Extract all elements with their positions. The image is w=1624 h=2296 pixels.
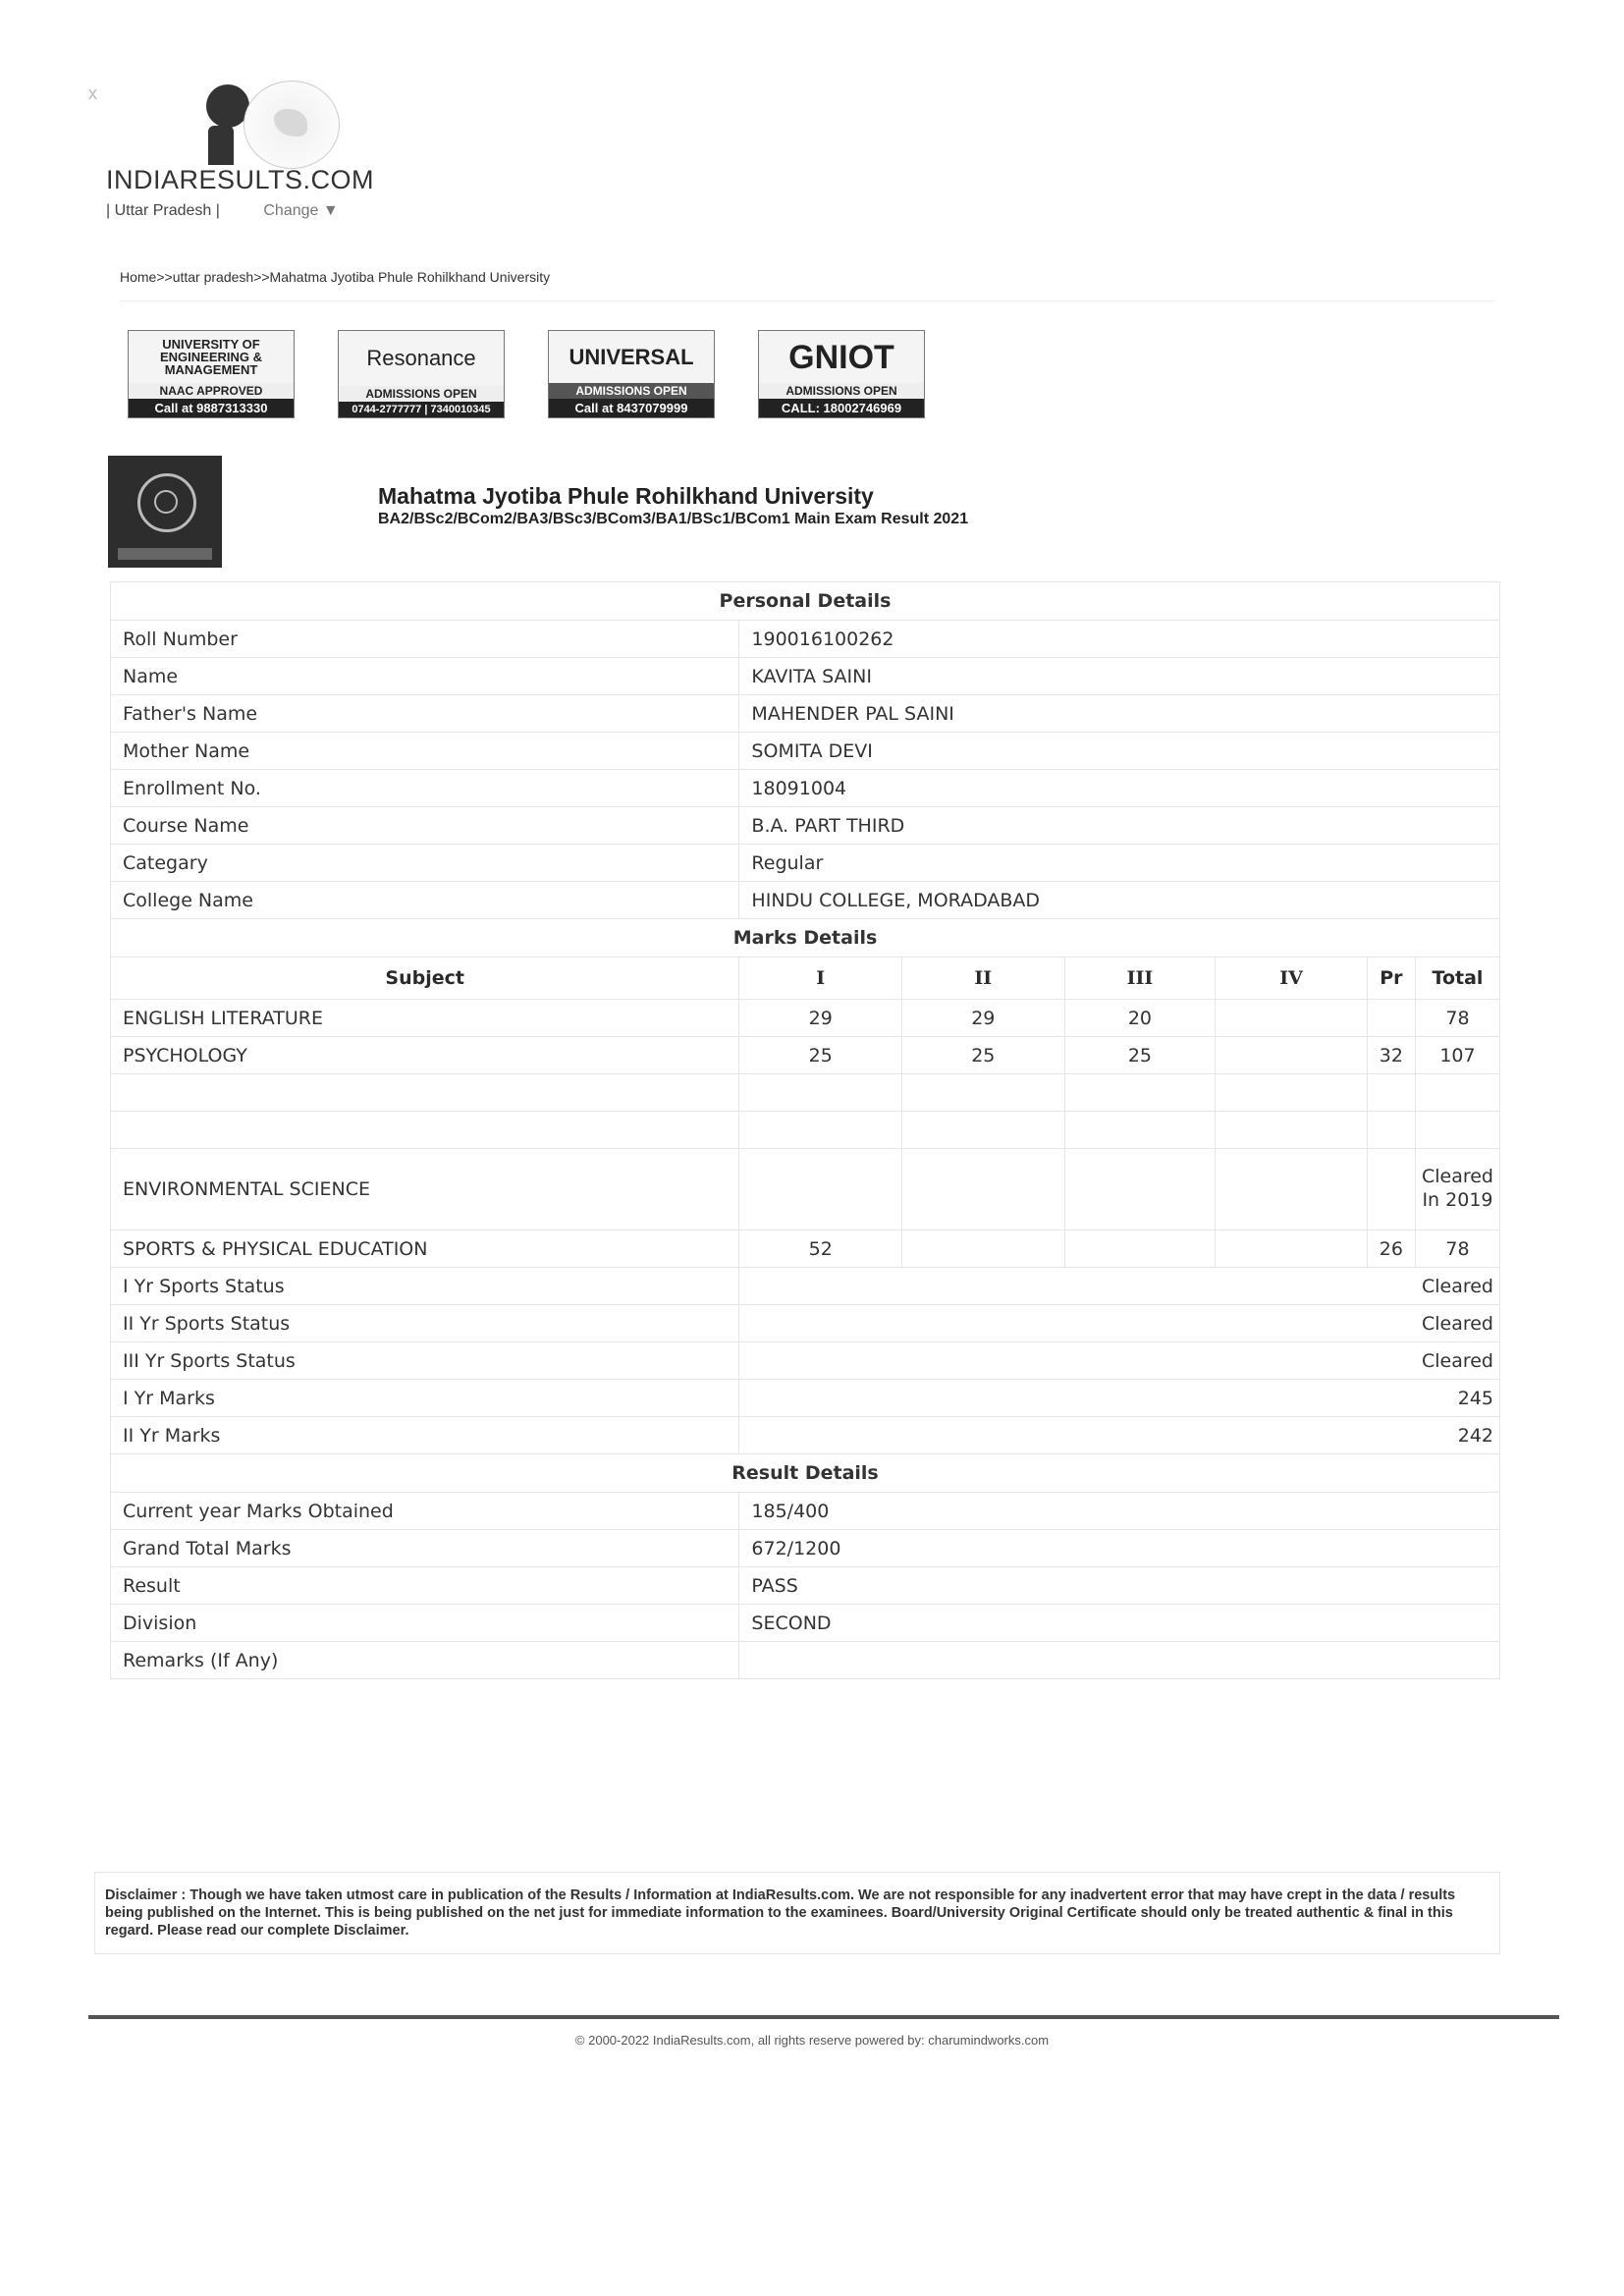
row-value: SECOND — [739, 1605, 1500, 1642]
ad-banner-name: UNIVERSITY OF ENGINEERING & MANAGEMENT — [129, 331, 294, 383]
row-value: KAVITA SAINI — [739, 658, 1500, 695]
subject-mark-iii — [1064, 1230, 1216, 1268]
row-label: Result — [111, 1567, 739, 1605]
row-label: Remarks (If Any) — [111, 1642, 739, 1679]
row-label: Father's Name — [111, 695, 739, 733]
column-header: I — [739, 957, 902, 1000]
subject-name — [111, 1112, 739, 1149]
row-value: 672/1200 — [739, 1530, 1500, 1567]
row-label: Mother Name — [111, 733, 739, 770]
ad-banner-uem[interactable] — [128, 330, 295, 418]
subject-mark-ii — [902, 1074, 1065, 1112]
ad-banner-resonance[interactable] — [338, 330, 505, 418]
row-value: Cleared — [739, 1268, 1500, 1305]
row-label: Current year Marks Obtained — [111, 1493, 739, 1530]
marks-status-row — [111, 1305, 1500, 1342]
column-header: Subject — [111, 957, 739, 1000]
state-name: | Uttar Pradesh | — [106, 202, 220, 219]
subject-name: PSYCHOLOGY — [111, 1037, 739, 1074]
subject-total — [1415, 1112, 1499, 1149]
row-value — [739, 1642, 1500, 1679]
subject-mark-ii — [902, 1149, 1065, 1230]
subject-mark-i — [739, 1074, 902, 1112]
marks-status-row — [111, 1417, 1500, 1454]
ad-banner-call: Call at 9887313330 — [129, 399, 294, 417]
subject-mark-iii: 20 — [1064, 1000, 1216, 1037]
personal-detail-row — [111, 621, 1500, 658]
change-state-link[interactable]: Change ▼ — [263, 202, 339, 219]
personal-detail-row — [111, 733, 1500, 770]
row-label: II Yr Marks — [111, 1417, 739, 1454]
subject-mark-iv — [1216, 1230, 1368, 1268]
ad-banner-name: GNIOT — [759, 331, 924, 383]
subject-name: ENVIRONMENTAL SCIENCE — [111, 1149, 739, 1230]
logo-text: INDIARESULTS.COM — [106, 165, 375, 194]
subject-mark-i: 29 — [739, 1000, 902, 1037]
subject-mark-iii: 25 — [1064, 1037, 1216, 1074]
row-label: College Name — [111, 882, 739, 919]
subject-mark-iv — [1216, 1112, 1368, 1149]
row-value: Cleared — [739, 1342, 1500, 1380]
row-label: III Yr Sports Status — [111, 1342, 739, 1380]
row-value: MAHENDER PAL SAINI — [739, 695, 1500, 733]
university-emblem — [108, 456, 222, 568]
row-label: Name — [111, 658, 739, 695]
section-heading: Marks Details — [111, 919, 1500, 957]
footer-divider — [88, 2015, 1559, 2019]
row-value: SOMITA DEVI — [739, 733, 1500, 770]
subject-mark-ii: 25 — [902, 1037, 1065, 1074]
personal-detail-row — [111, 695, 1500, 733]
row-value: HINDU COLLEGE, MORADABAD — [739, 882, 1500, 919]
subject-mark-iii — [1064, 1074, 1216, 1112]
row-label: Division — [111, 1605, 739, 1642]
result-detail-row — [111, 1530, 1500, 1567]
row-value: 18091004 — [739, 770, 1500, 807]
marks-details-heading — [111, 919, 1500, 957]
column-header: II — [902, 957, 1065, 1000]
result-detail-row — [111, 1493, 1500, 1530]
row-label: Course Name — [111, 807, 739, 845]
subject-mark-iv — [1216, 1149, 1368, 1230]
subject-mark-iii — [1064, 1149, 1216, 1230]
row-label: II Yr Sports Status — [111, 1305, 739, 1342]
subject-mark-i — [739, 1112, 902, 1149]
personal-detail-row — [111, 845, 1500, 882]
section-heading: Result Details — [111, 1454, 1500, 1493]
ad-banner-name: Resonance — [339, 331, 504, 386]
row-label: Grand Total Marks — [111, 1530, 739, 1567]
subject-mark-pr: 32 — [1367, 1037, 1415, 1074]
subject-row — [111, 1112, 1500, 1149]
subject-total: Cleared In 2019 — [1415, 1149, 1499, 1230]
column-header: Pr — [1367, 957, 1415, 1000]
marks-header-row — [111, 957, 1500, 1000]
subject-mark-iv — [1216, 1074, 1368, 1112]
row-label: I Yr Marks — [111, 1380, 739, 1417]
row-label: I Yr Sports Status — [111, 1268, 739, 1305]
ad-banner-tag: ADMISSIONS OPEN — [339, 386, 504, 402]
breadcrumb[interactable]: Home>>uttar pradesh>>Mahatma Jyotiba Phule Rohilkhand University — [120, 269, 551, 285]
row-value: Cleared — [739, 1305, 1500, 1342]
marks-status-row — [111, 1380, 1500, 1417]
exam-title: BA2/BSc2/BCom2/BA3/BSc3/BCom3/BA1/BSc1/BCom1 Main Exam Result 2021 — [378, 511, 969, 527]
row-value: PASS — [739, 1567, 1500, 1605]
subject-row — [111, 1074, 1500, 1112]
subject-row — [111, 1149, 1500, 1230]
personal-details-heading — [111, 582, 1500, 621]
row-value: 242 — [739, 1417, 1500, 1454]
ad-banner-gniot[interactable] — [758, 330, 925, 418]
result-detail-row — [111, 1605, 1500, 1642]
ad-banner-tag: ADMISSIONS OPEN — [549, 383, 714, 399]
subject-total: 78 — [1415, 1230, 1499, 1268]
subject-mark-pr — [1367, 1074, 1415, 1112]
column-header: III — [1064, 957, 1216, 1000]
personal-detail-row — [111, 807, 1500, 845]
close-icon[interactable]: x — [88, 83, 97, 103]
marks-status-row — [111, 1268, 1500, 1305]
personal-detail-row — [111, 882, 1500, 919]
row-value: 190016100262 — [739, 621, 1500, 658]
row-value: B.A. PART THIRD — [739, 807, 1500, 845]
subject-mark-i — [739, 1149, 902, 1230]
row-label: Categary — [111, 845, 739, 882]
subject-mark-pr — [1367, 1149, 1415, 1230]
subject-mark-ii — [902, 1230, 1065, 1268]
subject-name: ENGLISH LITERATURE — [111, 1000, 739, 1037]
subject-mark-i: 25 — [739, 1037, 902, 1074]
subject-mark-iv — [1216, 1000, 1368, 1037]
ad-banner-name: UNIVERSAL — [549, 331, 714, 383]
subject-total: 78 — [1415, 1000, 1499, 1037]
subject-row — [111, 1037, 1500, 1074]
personal-detail-row — [111, 658, 1500, 695]
logo-map-icon — [244, 81, 340, 169]
subject-row — [111, 1000, 1500, 1037]
column-header: Total — [1415, 957, 1499, 1000]
row-value: 245 — [739, 1380, 1500, 1417]
row-label: Enrollment No. — [111, 770, 739, 807]
subject-mark-iv — [1216, 1037, 1368, 1074]
subject-mark-ii: 29 — [902, 1000, 1065, 1037]
result-detail-row — [111, 1567, 1500, 1605]
row-value: 185/400 — [739, 1493, 1500, 1530]
marks-status-row — [111, 1342, 1500, 1380]
subject-mark-pr: 26 — [1367, 1230, 1415, 1268]
subject-total — [1415, 1074, 1499, 1112]
disclaimer: Disclaimer : Though we have taken utmost care in publication of the Results / Information at IndiaResults.com. We are not responsible for any inadvertent error that may have crept in the data / results being published on the Internet. This is being published on the net just for immediate information to the examinees. Board/University Original Certificate should only be treated authentic & final in this regard. Please read our complete Disclaimer. — [94, 1872, 1500, 1954]
subject-mark-pr — [1367, 1000, 1415, 1037]
result-table — [110, 581, 1500, 1679]
ad-banner-call: 0744-2777777 | 7340010345 — [339, 402, 504, 417]
state-selector — [106, 202, 339, 220]
university-name: Mahatma Jyotiba Phule Rohilkhand University — [378, 483, 874, 509]
subject-name: SPORTS & PHYSICAL EDUCATION — [111, 1230, 739, 1268]
column-header: IV — [1216, 957, 1368, 1000]
emblem-wheel-icon — [137, 473, 196, 532]
row-value: Regular — [739, 845, 1500, 882]
subject-mark-i: 52 — [739, 1230, 902, 1268]
subject-mark-ii — [902, 1112, 1065, 1149]
subject-mark-iii — [1064, 1112, 1216, 1149]
subject-name — [111, 1074, 739, 1112]
ad-banner-tag: ADMISSIONS OPEN — [759, 383, 924, 399]
ad-banner-call: CALL: 18002746969 — [759, 399, 924, 417]
ad-banners — [128, 330, 925, 418]
subject-mark-pr — [1367, 1112, 1415, 1149]
ad-banner-call: Call at 8437079999 — [549, 399, 714, 417]
ad-banner-universal[interactable] — [548, 330, 715, 418]
section-heading: Personal Details — [111, 582, 1500, 621]
subject-total: 107 — [1415, 1037, 1499, 1074]
footer-copyright: © 2000-2022 IndiaResults.com, all rights reserve powered by: charumindworks.com — [574, 2033, 1050, 2048]
result-details-heading — [111, 1454, 1500, 1493]
personal-detail-row — [111, 770, 1500, 807]
row-label: Roll Number — [111, 621, 739, 658]
result-detail-row — [111, 1642, 1500, 1679]
subject-row — [111, 1230, 1500, 1268]
ad-banner-tag: NAAC APPROVED — [129, 383, 294, 399]
